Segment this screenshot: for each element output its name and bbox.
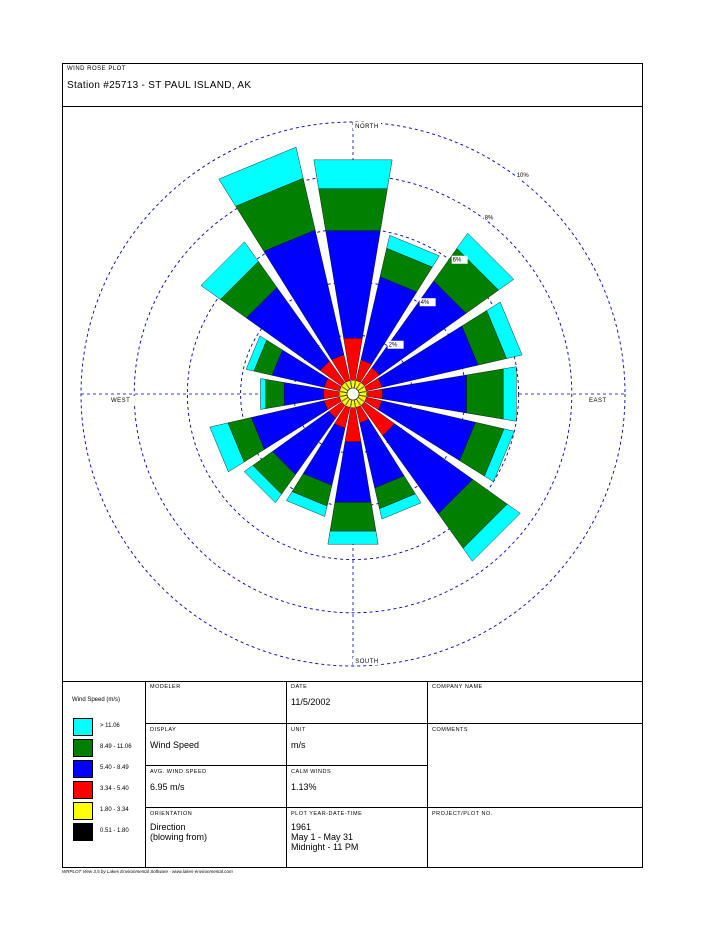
- petal-segment-w: [266, 379, 284, 408]
- ring-label: 2%: [388, 342, 398, 349]
- petal-segment-w: [323, 389, 339, 399]
- label-west: WEST: [111, 398, 131, 404]
- comments-label: COMMENTS: [432, 727, 469, 733]
- ring-label: 4%: [420, 300, 430, 307]
- legend-swatch-black: [73, 823, 93, 841]
- plot-title: WIND ROSE PLOT: [67, 66, 127, 72]
- orientation-value: Direction: [150, 822, 186, 832]
- legend-swatch-red: [73, 781, 93, 799]
- plot-year-label: PLOT YEAR-DATE-TIME: [291, 811, 363, 817]
- unit-label: UNIT: [291, 727, 306, 733]
- date-label: DATE: [291, 684, 308, 690]
- orientation-label: ORIENTATION: [150, 811, 193, 817]
- legend-label: 3.34 - 5.40: [100, 786, 129, 792]
- ring-label: 10%: [516, 172, 529, 179]
- ring-label: 6%: [452, 257, 462, 264]
- info-row-divider: [145, 723, 643, 724]
- petal-segment-s: [330, 502, 376, 531]
- footer-credit: WRPLOT View 3.5 by Lakes Environmental Software - www.lakes-environmental.com: [62, 869, 233, 874]
- petal-segment-s: [328, 531, 378, 544]
- legend-swatch-blue: [73, 760, 93, 778]
- project-label: PROJECT/PLOT NO.: [432, 811, 493, 817]
- info-row-divider: [145, 807, 643, 808]
- label-north: NORTH: [355, 124, 379, 130]
- petal-segment-e: [466, 369, 503, 419]
- info-col-divider: [427, 681, 428, 868]
- calm-winds-label: CALM WINDS: [291, 769, 332, 775]
- plot-year-value: 1961: [291, 822, 312, 832]
- legend-label: > 11.06: [100, 723, 120, 729]
- plot-date-value: May 1 - May 31: [291, 832, 354, 842]
- orientation-value: (blowing from): [150, 832, 208, 842]
- legend-swatch-yellow: [73, 802, 93, 820]
- label-east: EAST: [589, 398, 607, 404]
- avg-wind-speed-value: 6.95 m/s: [150, 782, 185, 792]
- legend-label: 0.51 - 1.80: [100, 828, 129, 834]
- legend-title: Wind Speed (m/s): [72, 697, 121, 703]
- info-top-border: [62, 681, 643, 682]
- legend-swatch-green: [73, 739, 93, 757]
- petal-segment-w: [261, 379, 266, 410]
- plot-time-value: Midnight - 11 PM: [291, 842, 359, 852]
- display-label: DISPLAY: [150, 727, 177, 733]
- legend-label: 5.40 - 8.49: [100, 765, 129, 771]
- petal-segment-n: [319, 189, 388, 231]
- petal-segment-n: [314, 160, 392, 189]
- petal-segment-e: [367, 389, 383, 399]
- info-col-divider: [145, 681, 146, 868]
- label-south: SOUTH: [355, 659, 379, 665]
- ring-label: 8%: [484, 215, 494, 222]
- legend-label: 8.49 - 11.06: [100, 744, 132, 750]
- legend-swatch-cyan: [73, 718, 93, 736]
- legend-label: 1.80 - 3.34: [100, 807, 129, 813]
- petal-segment-s: [335, 442, 371, 502]
- modeler-label: MODELER: [150, 684, 181, 690]
- station-name: Station #25713 - ST PAUL ISLAND, AK: [67, 80, 252, 91]
- unit-value: m/s: [291, 740, 306, 750]
- date-value: 11/5/2002: [291, 697, 331, 707]
- petal-segment-e: [503, 367, 516, 422]
- calm-circle: [347, 388, 359, 400]
- avg-wind-speed-label: AVG. WIND SPEED: [150, 769, 207, 775]
- info-col-divider: [286, 681, 287, 868]
- display-value: Wind Speed: [150, 740, 200, 750]
- calm-winds-value: 1.13%: [291, 782, 317, 792]
- company-label: COMPANY NAME: [432, 684, 483, 690]
